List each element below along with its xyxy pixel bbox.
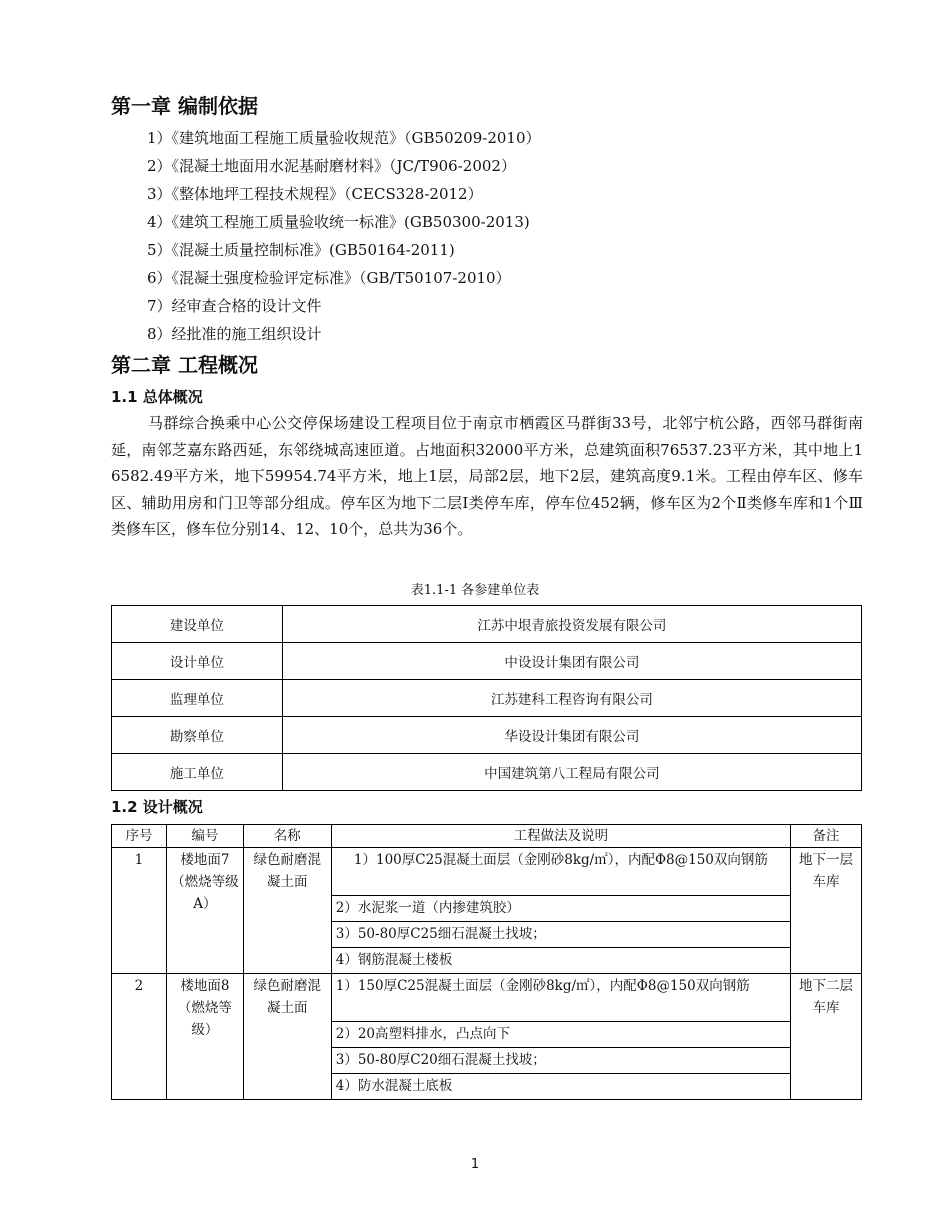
table-header-row [112, 825, 862, 848]
table-row [112, 974, 862, 1022]
chapter1-title: 第一章 编制依据 [111, 94, 258, 118]
step-cell: 1）100厚C25混凝土面层（金刚砂8kg/㎡），内配Φ8@150双向钢筋 [331, 848, 790, 896]
reference-item: 1）《建筑地面工程施工质量验收规范》（GB50209-2010） [147, 129, 541, 147]
header-cell: 名称 [243, 825, 331, 848]
step-cell: 3）50-80厚C25细石混凝土找坡； [331, 922, 790, 948]
chapter2-title: 第二章 工程概况 [111, 353, 258, 377]
reference-item: 4）《建筑工程施工质量验收统一标准》(GB50300-2013) [147, 213, 530, 231]
row-number: 2 [112, 974, 167, 1100]
table-caption: 表1.1-1 各参建单位表 [410, 583, 540, 598]
reference-item: 8）经批准的施工组织设计 [147, 325, 322, 343]
unit-name: 中设设计集团有限公司 [282, 643, 861, 680]
table-row [112, 717, 862, 754]
unit-role: 勘察单位 [112, 717, 283, 754]
header-cell: 工程做法及说明 [331, 825, 790, 848]
row-name: 绿色耐磨混凝土面 [243, 974, 331, 1100]
unit-role: 监理单位 [112, 680, 283, 717]
table-row [112, 643, 862, 680]
reference-item: 7）经审查合格的设计文件 [147, 297, 322, 315]
header-cell: 备注 [791, 825, 862, 848]
design-table [111, 824, 862, 1100]
participants-table [111, 605, 862, 791]
unit-role: 施工单位 [112, 754, 283, 791]
step-cell: 2）水泥浆一道（内掺建筑胶） [331, 896, 790, 922]
step-cell: 4）钢筋混凝土楼板 [331, 948, 790, 974]
reference-item: 3）《整体地坪工程技术规程》（CECS328-2012） [147, 185, 483, 203]
step-cell: 3）50-80厚C20细石混凝土找坡； [331, 1048, 790, 1074]
row-note: 地下一层车库 [791, 848, 862, 974]
step-cell: 4）防水混凝土底板 [331, 1074, 790, 1100]
table-row [112, 680, 862, 717]
row-note: 地下二层车库 [791, 974, 862, 1100]
table-row [112, 848, 862, 896]
row-name: 绿色耐磨混凝土面 [243, 848, 331, 974]
unit-role: 建设单位 [112, 606, 283, 643]
reference-item: 2）《混凝土地面用水泥基耐磨材料》（JC/T906-2002） [147, 157, 516, 175]
overview-paragraph: 马群综合换乘中心公交停保场建设工程项目位于南京市栖霞区马群街33号，北邻宁杭公路，西邻马群街南延，南邻芝嘉东路西延，东邻绕城高速匝道。占地面积32000平方米，总建筑面积76537.23平方米，其中地上16582.49平方米，地下59954.74平方米，地上1层，局部2层，地下2层，建筑高度9.1米。工程由停车区、修车区、辅助用房和门卫等部分组成。停车区为地下二层Ⅰ类停车库，停车位452辆，修车区为2个Ⅱ类修车库和1个Ⅲ类修车区，修车位分别14、12、10个，总共为36个。 [111, 414, 863, 538]
unit-name: 中国建筑第八工程局有限公司 [282, 754, 861, 791]
section-1-2-title: 1.2 设计概况 [111, 798, 203, 816]
header-cell: 编号 [166, 825, 243, 848]
row-code: 楼地面7（燃烧等级A） [166, 848, 243, 974]
header-cell: 序号 [112, 825, 167, 848]
section-1-1-title: 1.1 总体概况 [111, 388, 203, 406]
unit-role: 设计单位 [112, 643, 283, 680]
table-row [112, 754, 862, 791]
step-cell: 2）20高塑料排水，凸点向下 [331, 1022, 790, 1048]
row-code: 楼地面8（燃烧等级） [166, 974, 243, 1100]
unit-name: 江苏中垠青旅投资发展有限公司 [282, 606, 861, 643]
unit-name: 江苏建科工程咨询有限公司 [282, 680, 861, 717]
unit-name: 华设设计集团有限公司 [282, 717, 861, 754]
table-row [112, 606, 862, 643]
row-number: 1 [112, 848, 167, 974]
reference-item: 6）《混凝土强度检验评定标准》（GB/T50107-2010） [147, 269, 511, 287]
step-cell: 1）150厚C25混凝土面层（金刚砂8kg/㎡），内配Φ8@150双向钢筋 [331, 974, 790, 1022]
page-number: 1 [470, 1157, 480, 1172]
reference-item: 5）《混凝土质量控制标准》(GB50164-2011) [147, 241, 455, 259]
